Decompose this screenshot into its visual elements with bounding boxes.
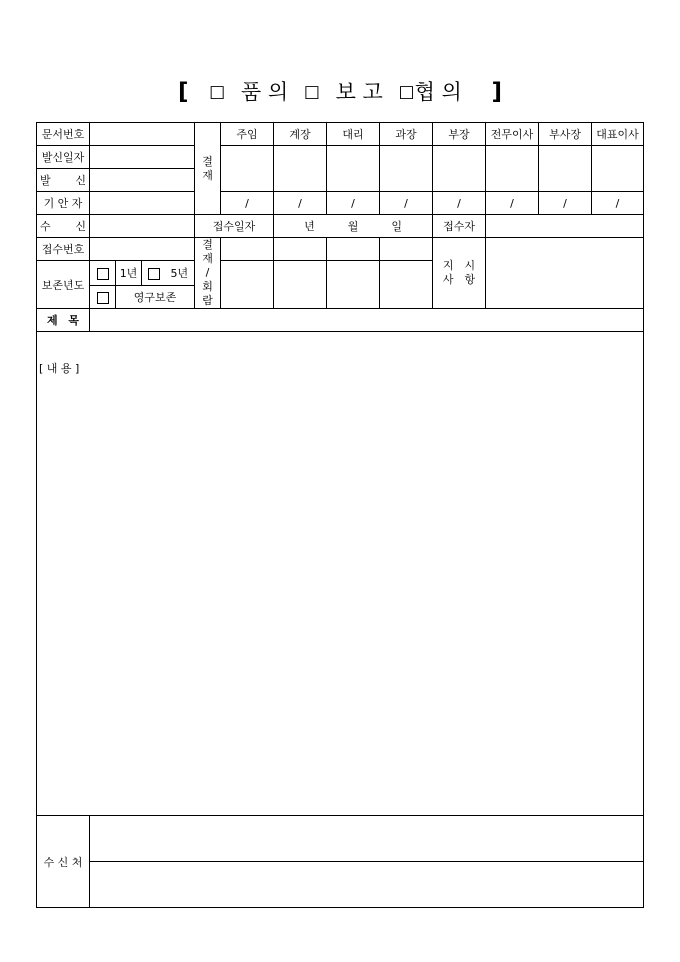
retention-label: 보존년도 xyxy=(37,261,90,309)
sign-box-daepyo[interactable] xyxy=(592,146,644,192)
receipt-number-field[interactable] xyxy=(90,238,195,261)
receiver-label: 수 신 xyxy=(37,215,90,238)
retention-1yr-label: 1년 xyxy=(116,261,142,286)
checkbox-icon[interactable]: □ xyxy=(303,82,320,102)
title-open-bracket: [ xyxy=(177,79,189,105)
retention-5yr-label: 5년 xyxy=(170,267,189,280)
checkbox-icon[interactable] xyxy=(148,268,160,280)
checkbox-icon[interactable] xyxy=(97,268,109,280)
date-slash: / xyxy=(486,192,539,215)
recipients-label: 수 신 처 xyxy=(37,816,90,908)
send-date-label: 발신일자 xyxy=(37,146,90,169)
title-option-bogo: 보 고 xyxy=(335,80,383,104)
sender-field[interactable] xyxy=(90,169,195,192)
receipt-date-ymd: 년 월 일 xyxy=(274,215,433,238)
subject-label: 제 목 xyxy=(37,309,90,332)
receipt-number-label: 접수번호 xyxy=(37,238,90,261)
sender-label: 발 신 xyxy=(37,169,90,192)
sign-box-gyejang[interactable] xyxy=(274,146,327,192)
title-juim: 주임 xyxy=(221,123,274,146)
title-daepyo: 대표이사 xyxy=(592,123,644,146)
title-daeri: 대리 xyxy=(327,123,380,146)
send-date-field[interactable] xyxy=(90,146,195,169)
sign-box-gwajang[interactable] xyxy=(380,146,433,192)
title-bujang: 부장 xyxy=(433,123,486,146)
date-slash: / xyxy=(274,192,327,215)
circ-sign-box[interactable] xyxy=(327,261,380,309)
sign-box-bujang[interactable] xyxy=(433,146,486,192)
title-busajang: 부사장 xyxy=(539,123,592,146)
approval-label: 결 재 xyxy=(195,123,221,215)
content-label: [ 내 용 ] xyxy=(39,362,80,375)
approval-form-table xyxy=(36,122,644,908)
date-slash: / xyxy=(539,192,592,215)
receipt-person-field[interactable] xyxy=(486,215,644,238)
approval-circulation-label: 결 재 / 회 람 xyxy=(195,238,221,309)
title-gwajang: 과장 xyxy=(380,123,433,146)
retention-1yr-checkbox-cell[interactable] xyxy=(90,261,116,286)
instructions-field[interactable] xyxy=(486,238,644,309)
recipients-field-2[interactable] xyxy=(90,862,644,908)
date-slash: / xyxy=(433,192,486,215)
drafter-label: 기 안 자 xyxy=(37,192,90,215)
checkbox-icon[interactable]: □ xyxy=(398,82,415,102)
drafter-field[interactable] xyxy=(90,192,195,215)
title-option-pumui: 품 의 xyxy=(240,80,289,104)
instructions-label: 지 시 사 항 xyxy=(433,238,486,309)
retention-permanent-label: 영구보존 xyxy=(116,286,195,309)
content-area[interactable] xyxy=(37,332,644,816)
retention-5yr-cell[interactable] xyxy=(142,261,195,286)
circ-title-box[interactable] xyxy=(327,238,380,261)
circ-title-box[interactable] xyxy=(380,238,433,261)
title-jeonmu: 전무이사 xyxy=(486,123,539,146)
receipt-person-label: 접수자 xyxy=(433,215,486,238)
doc-number-field[interactable] xyxy=(90,123,195,146)
form-title xyxy=(0,76,680,106)
retention-permanent-checkbox-cell[interactable] xyxy=(90,286,116,309)
date-slash: / xyxy=(327,192,380,215)
subject-field[interactable] xyxy=(90,309,644,332)
checkbox-icon[interactable] xyxy=(97,292,109,304)
circ-sign-box[interactable] xyxy=(221,261,274,309)
title-close-bracket: ] xyxy=(491,79,503,105)
receipt-date-label: 접수일자 xyxy=(195,215,274,238)
sign-box-busajang[interactable] xyxy=(539,146,592,192)
checkbox-icon[interactable]: □ xyxy=(209,82,226,102)
circ-title-box[interactable] xyxy=(221,238,274,261)
circ-sign-box[interactable] xyxy=(380,261,433,309)
receiver-field[interactable] xyxy=(90,215,195,238)
sign-box-juim[interactable] xyxy=(221,146,274,192)
date-slash: / xyxy=(380,192,433,215)
doc-number-label: 문서번호 xyxy=(37,123,90,146)
title-gyejang: 계장 xyxy=(274,123,327,146)
date-slash: / xyxy=(592,192,644,215)
circ-title-box[interactable] xyxy=(274,238,327,261)
sign-box-daeri[interactable] xyxy=(327,146,380,192)
date-slash: / xyxy=(221,192,274,215)
sign-box-jeonmu[interactable] xyxy=(486,146,539,192)
circ-sign-box[interactable] xyxy=(274,261,327,309)
recipients-field-1[interactable] xyxy=(90,816,644,862)
title-option-hyeobui: 협 의 xyxy=(414,80,462,104)
